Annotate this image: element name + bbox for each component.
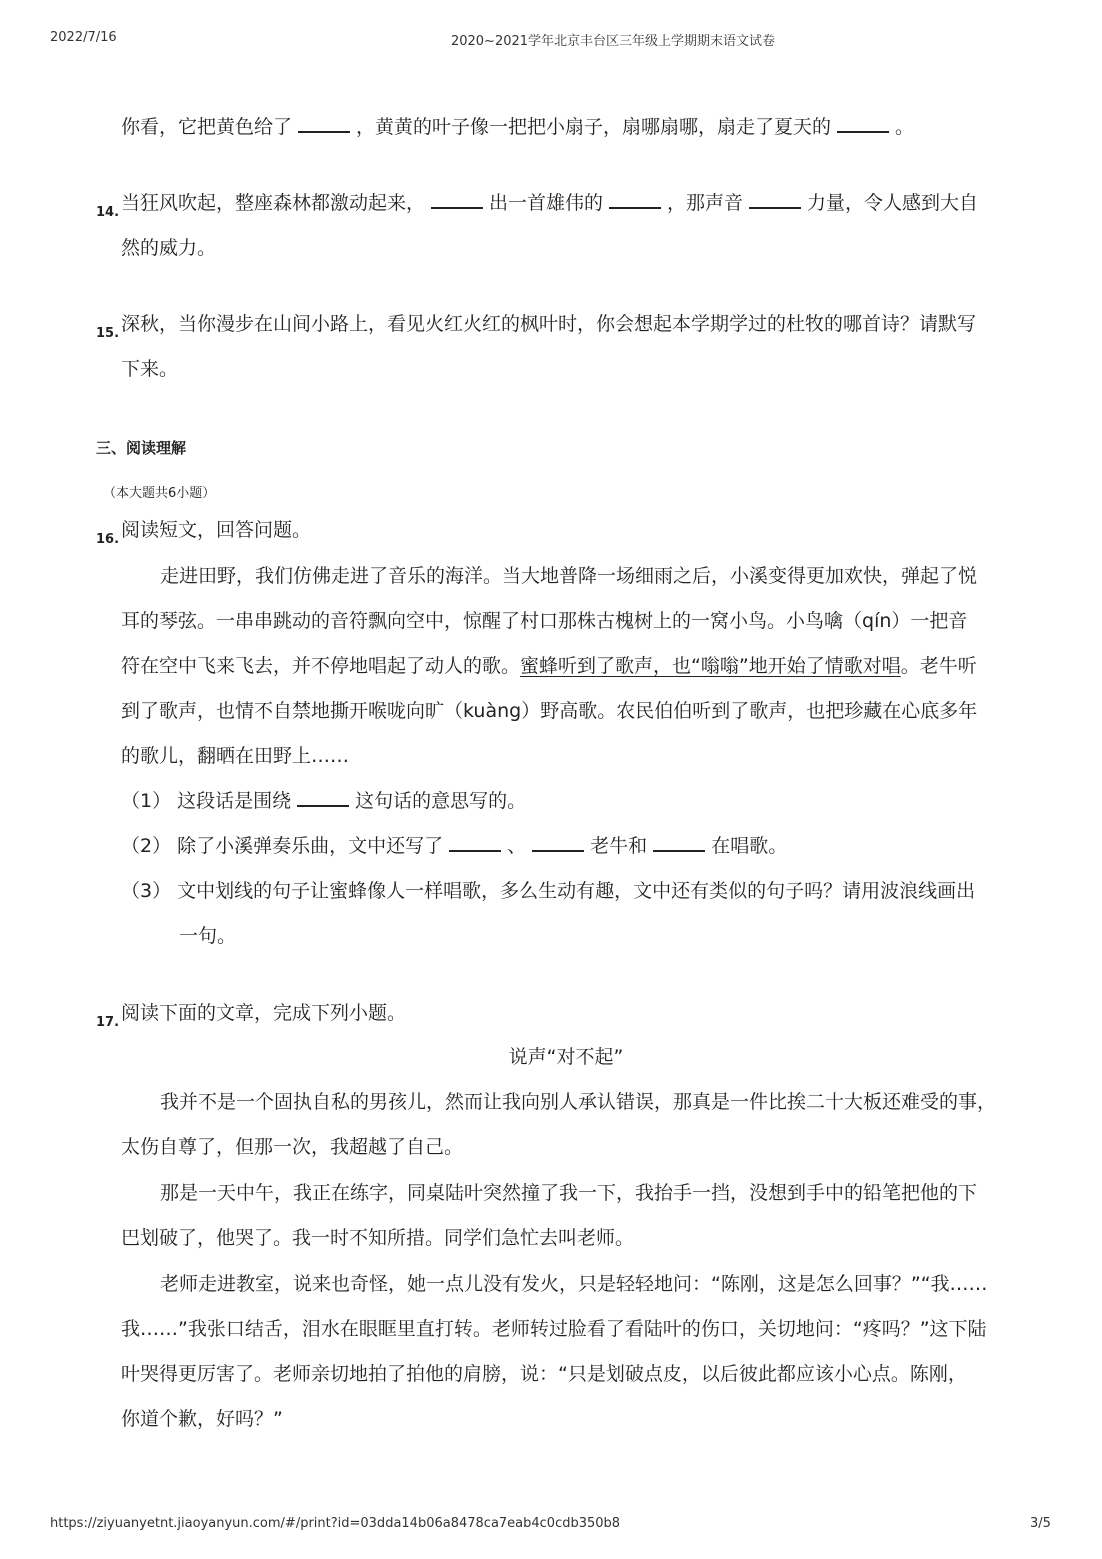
answer-blank[interactable] [431, 191, 483, 209]
q15-line-1: 深秋，当你漫步在山间小路上，看见火红火红的枫叶时，你会想起本学期学过的杜牧的哪首诗？请默写 [121, 313, 977, 335]
passage-line: 太伤自尊了，但那一次，我超越了自己。 [121, 1136, 464, 1158]
passage-line: 巴划破了，他哭了。我一时不知所措。同学们急忙去叫老师。 [121, 1227, 635, 1249]
sub-question-1: （1） 这段话是围绕 这句话的意思写的。 [121, 790, 527, 812]
answer-blank[interactable] [609, 191, 661, 209]
question-number: 15. [96, 326, 120, 341]
question-number: 14. [96, 205, 120, 220]
q16-intro: 阅读短文，回答问题。 [121, 519, 312, 541]
answer-blank[interactable] [532, 834, 584, 852]
passage-line: 我并不是一个固执自私的男孩儿，然而让我向别人承认错误，那真是一件比挨二十大板还难受的事， [160, 1091, 997, 1113]
passage-line: 那是一天中午，我正在练字，同桌陆叶突然撞了我一下，我抬手一挡，没想到手中的铅笔把他的下 [160, 1182, 978, 1204]
passage-line: 符在空中飞来飞去，并不停地唱起了动人的歌。蜜蜂听到了歌声，也“嗡嗡”地开始了情歌对唱。老牛听 [121, 655, 977, 677]
q15-line-2: 下来。 [121, 358, 179, 380]
question-number: 17. [96, 1015, 120, 1030]
passage-line: 到了歌声，也情不自禁地撕开喉咙向旷（kuàng）野高歌。农民伯伯听到了歌声，也把珍藏在心底多年 [121, 700, 978, 722]
answer-blank[interactable] [297, 789, 349, 807]
passage-line: 你道个歉，好吗？” [121, 1408, 283, 1430]
section-note: （本大题共6小题） [103, 486, 216, 501]
passage-line: 叶哭得更厉害了。老师亲切地拍了拍他的肩膀，说：“只是划破点皮，以后彼此都应该小心点。陈刚， [121, 1363, 967, 1385]
q13-line: 你看，它把黄色给了 ，黄黄的叶子像一把把小扇子，扇哪扇哪，扇走了夏天的 。 [121, 116, 915, 138]
passage-title: 说声“对不起” [508, 1046, 624, 1068]
passage-line: 耳的琴弦。一串串跳动的音符飘向空中，惊醒了村口那株古槐树上的一窝小鸟。小鸟噙（qín）一把音 [121, 610, 968, 632]
answer-blank[interactable] [653, 834, 705, 852]
q14-line-2: 然的威力。 [121, 237, 217, 259]
question-number: 16. [96, 532, 120, 547]
underlined-sentence: 蜜蜂听到了歌声，也“嗡嗡”地开始了情歌对唱 [520, 655, 901, 677]
q14-line-1: 当狂风吹起，整座森林都激动起来， 出一首雄伟的 ，那声音 力量，令人感到大自 [121, 192, 979, 214]
passage-line: 老师走进教室，说来也奇怪，她一点儿没有发火，只是轻轻地问：“陈刚，这是怎么回事？”“我…… [160, 1273, 988, 1295]
answer-blank[interactable] [298, 115, 350, 133]
passage-line: 我……”我张口结舌，泪水在眼眶里直打转。老师转过脸看了看陆叶的伤口，关切地问：“疼吗？”这下陆 [121, 1318, 987, 1340]
sub-question-2: （2） 除了小溪弹奏乐曲，文中还写了 、 老牛和 在唱歌。 [121, 835, 788, 857]
answer-blank[interactable] [837, 115, 889, 133]
section-title: 三、阅读理解 [96, 439, 187, 457]
sub-question-3: （3） 文中划线的句子让蜜蜂像人一样唱歌，多么生动有趣，文中还有类似的句子吗？请用波浪线画出 [121, 880, 976, 902]
document-title: 2020~2021学年北京丰台区三年级上学期期末语文试卷 [450, 34, 776, 49]
q17-intro: 阅读下面的文章，完成下列小题。 [121, 1002, 407, 1024]
passage-line: 走进田野，我们仿佛走进了音乐的海洋。当大地普降一场细雨之后，小溪变得更加欢快，弹起了悦 [160, 565, 978, 587]
passage-line: 的歌儿，翻晒在田野上…… [121, 745, 350, 767]
answer-blank[interactable] [749, 191, 801, 209]
page-number: 3/5 [1030, 1516, 1051, 1531]
page-url: https://ziyuanyetnt.jiaoyanyun.com/#/print?id=03dda14b06a8478ca7eab4c0cdb350b8 [50, 1516, 621, 1531]
answer-blank[interactable] [449, 834, 501, 852]
print-date: 2022/7/16 [50, 30, 117, 45]
sub-question-3-cont: 一句。 [179, 925, 237, 947]
